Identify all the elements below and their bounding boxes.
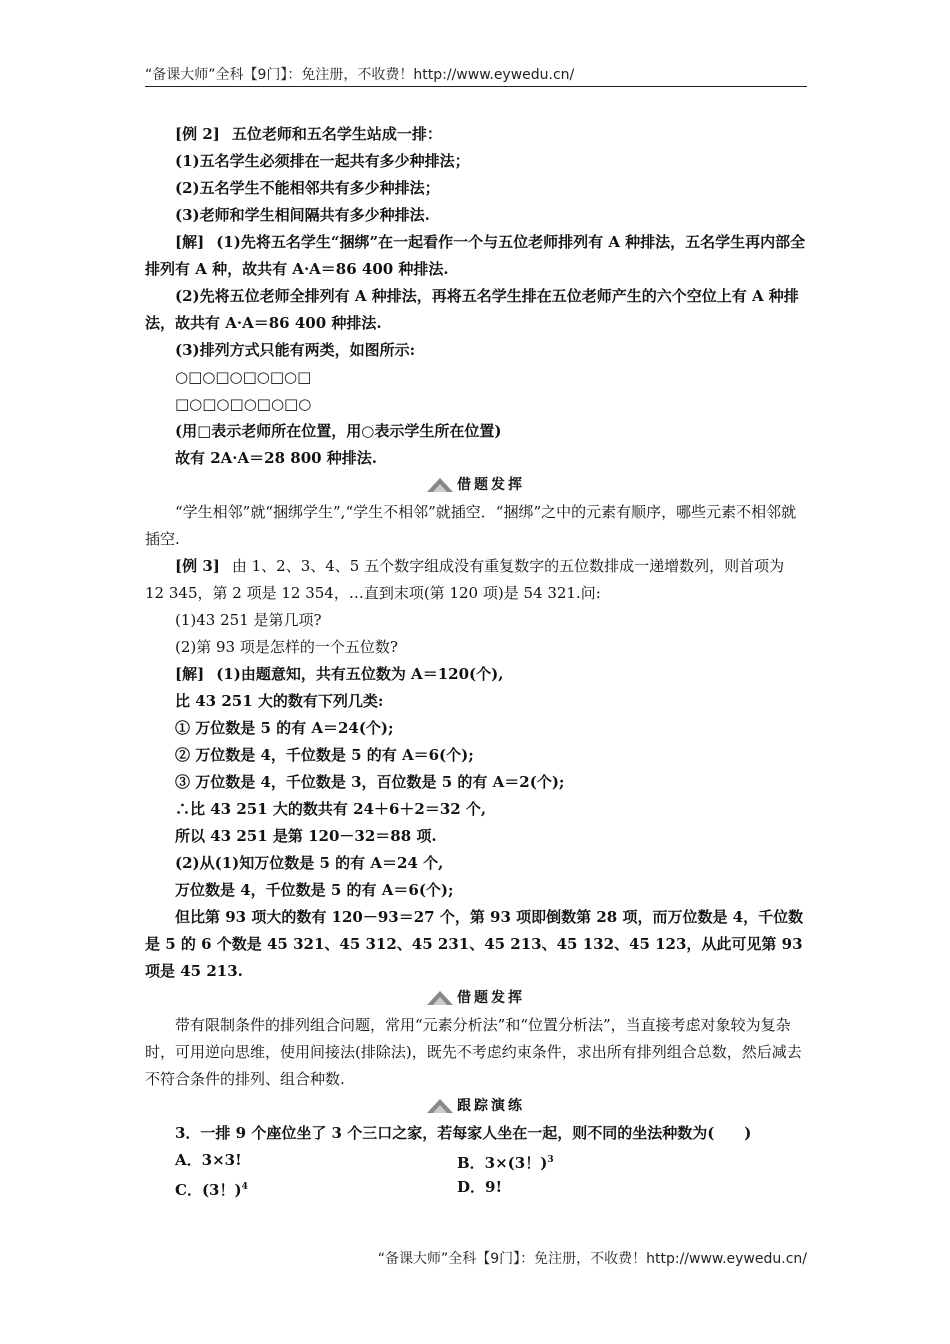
question-3-options-row-1	[145, 1147, 807, 1174]
page-header: “备课大师”全科【9门】：免注册，不收费！http://www.eywedu.cn/	[145, 67, 575, 83]
example3-q1: (1)43 251 是第几项?	[175, 611, 322, 629]
pattern-row-2: □○□○□○□○□○	[175, 395, 312, 413]
option-a: A．3×3!	[175, 1151, 242, 1169]
example2-q1: (1)五名学生必须排在一起共有多少种排法；	[175, 152, 470, 170]
example2-q2: (2)五名学生不能相邻共有多少种排法；	[175, 179, 440, 197]
header-rule	[145, 86, 807, 87]
example3-line: 但比第 93 项大的数有 120－93＝27 个，第 93 项即倒数第 28 项，而万位数是 4，千位数是 5 的 6 个数是 45 321、45 312、45 231、45 213、45 132、45 123，从此可见第 93 项是 45 213.	[145, 908, 804, 980]
example3-title: 由 1、2、3、4、5 五个数字组成没有重复数字的五位数排成一递增数列，则首项为 12 345，第 2 项是 12 354，…直到末项(第 120 项)是 54 321.问:	[145, 557, 785, 602]
section-banner-3: 跟踪演练	[145, 1093, 807, 1120]
example3-line: ∴比 43 251 大的数共有 24＋6＋2＝32 个,	[175, 800, 487, 818]
example3-label: [例 3]	[175, 557, 220, 575]
option-d: D．9!	[457, 1178, 503, 1196]
example2-title: 五位老师和五名学生站成一排：	[231, 125, 442, 143]
option-c: C．(3！)$^4$	[175, 1181, 248, 1199]
example3-line: 所以 43 251 是第 120－32＝88 项.	[175, 827, 437, 845]
example2-solution-label: [解]	[175, 233, 205, 251]
section-banner-1: 借题发挥	[145, 472, 807, 499]
option-b: B．3×(3！)$^3$	[457, 1154, 554, 1172]
example3-line: ② 万位数是 4，千位数是 5 的有 A＝6(个);	[175, 746, 474, 764]
example3-solution-label: [解]	[175, 665, 205, 683]
example2-result: 故有 2A·A＝28 800 种排法.	[175, 449, 378, 467]
triangle-icon	[427, 991, 453, 1005]
pattern-row-1: ○□○□○□○□○□	[175, 368, 312, 386]
triangle-icon	[427, 1099, 453, 1113]
page-content	[145, 121, 807, 1201]
example3-line: 比 43 251 大的数有下列几类:	[175, 692, 384, 710]
triangle-icon	[427, 478, 453, 492]
example3-q2: (2)第 93 项是怎样的一个五位数?	[175, 638, 398, 656]
tip-1: “学生相邻”就“捆绑学生”,“学生不相邻”就插空．“捆绑”之中的元素有顺序，哪些元素不相邻就插空.	[145, 503, 797, 548]
example3-line: ③ 万位数是 4，千位数是 3，百位数是 5 的有 A＝2(个);	[175, 773, 565, 791]
example3-line: 万位数是 4，千位数是 5 的有 A＝6(个);	[175, 881, 454, 899]
page-footer: “备课大师”全科【9门】：免注册，不收费！http://www.eywedu.cn/	[377, 1251, 807, 1267]
example3-solution-1: [解] (1)由题意知，共有五位数为 A＝120(个),	[175, 665, 504, 683]
question-3-options-row-2	[145, 1174, 807, 1201]
example2-heading	[145, 121, 807, 148]
pattern-note: (用□表示老师所在位置，用○表示学生所在位置)	[175, 422, 502, 440]
example2-q3: (3)老师和学生相间隔共有多少种排法.	[175, 206, 430, 224]
example2-solution-3: (3)排列方式只能有两类，如图所示:	[175, 341, 416, 359]
example2-solution-2: (2)先将五位老师全排列有 A 种排法，再将五名学生排在五位老师产生的六个空位上有 A 种排法，故共有 A·A＝86 400 种排法.	[145, 287, 799, 332]
example2-label: [例 2]	[175, 125, 220, 143]
example3-heading	[145, 553, 807, 607]
example3-line: (2)从(1)知万位数是 5 的有 A＝24 个,	[175, 854, 444, 872]
example3-line: ① 万位数是 5 的有 A＝24(个);	[175, 719, 394, 737]
question-3-stem: 3．一排 9 个座位坐了 3 个三口之家，若每家人坐在一起，则不同的坐法种数为( )	[175, 1124, 752, 1142]
section-banner-2: 借题发挥	[145, 985, 807, 1012]
tip-2: 带有限制条件的排列组合问题，常用“元素分析法”和“位置分析法”，当直接考虑对象较为复杂时，可用逆向思维，使用间接法(排除法)，既先不考虑约束条件，求出所有排列组合总数，然后减去不符合条件的排列、组合种数.	[145, 1016, 802, 1088]
example2-solution-1: [解] (1)先将五名学生“捆绑”在一起看作一个与五位老师排列有 A 种排法，五名学生再内部全排列有 A 种，故共有 A·A＝86 400 种排法.	[145, 233, 806, 278]
